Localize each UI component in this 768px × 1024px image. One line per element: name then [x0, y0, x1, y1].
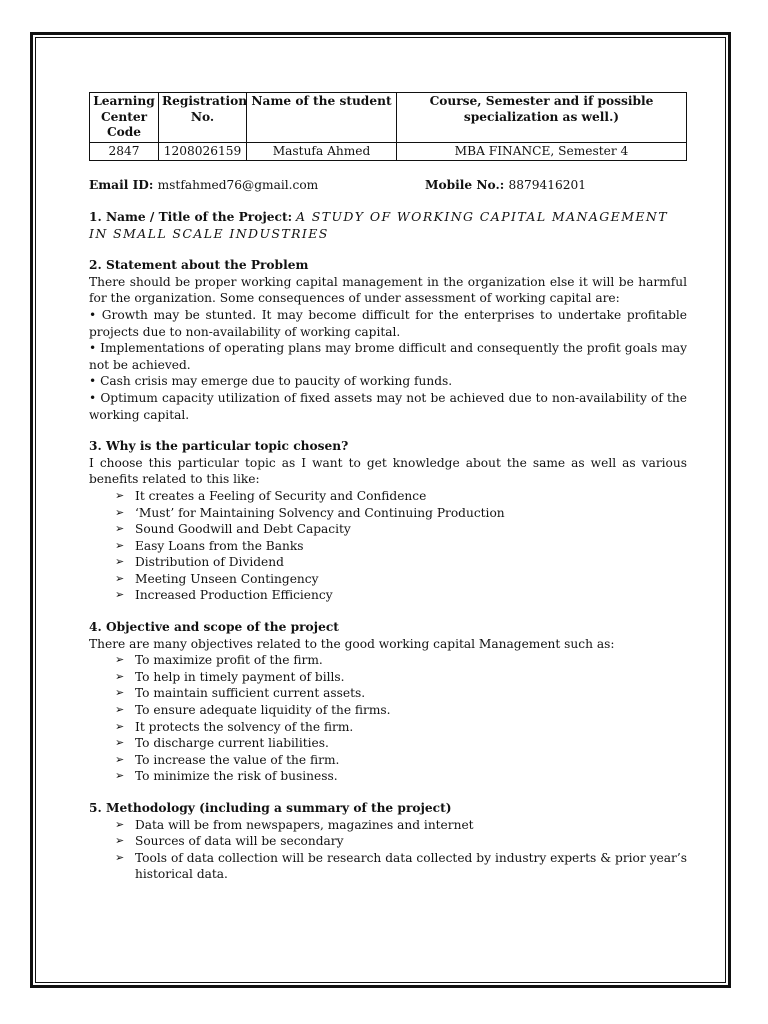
- arrow-bullet-icon: ➢: [115, 571, 125, 585]
- list-item: [115, 538, 687, 555]
- arrow-bullet-icon: ➢: [115, 588, 125, 602]
- list-item-text: Sources of data will be secondary: [135, 834, 344, 849]
- section5-heading: 5. Methodology (including a summary of the project): [89, 801, 452, 815]
- project-title: A STUDY OF WORKING CAPITAL MANAGEMENT IN SMALL SCALE INDUSTRIES: [89, 209, 669, 241]
- list-item: [115, 833, 687, 850]
- arrow-bullet-icon: ➢: [115, 522, 125, 536]
- list-item: • Growth may be stunted. It may become difficult for the enterprises to undertake profitable projects due to non-availability of working capital.: [89, 307, 687, 339]
- list-item: [115, 505, 687, 522]
- list-item: • Cash crisis may emerge due to paucity of working funds.: [89, 374, 453, 389]
- section-methodology: [89, 800, 687, 883]
- arrow-bullet-icon: ➢: [115, 505, 125, 519]
- header-registration-no: Registration No.: [159, 93, 247, 143]
- list-item: [115, 554, 687, 571]
- arrow-bullet-icon: ➢: [115, 669, 125, 683]
- cell-learning-center-code: 2847: [90, 142, 159, 161]
- arrow-bullet-icon: ➢: [115, 752, 125, 766]
- list-item: • Implementations of operating plans may brome difficult and consequently the profit goals may not be achieved.: [89, 341, 687, 372]
- list-item: [115, 719, 687, 736]
- section3-heading: 3. Why is the particular topic chosen?: [89, 439, 349, 454]
- table-row: [90, 142, 687, 161]
- section-objectives: [89, 619, 687, 785]
- list-item: [115, 768, 687, 785]
- email-label: Email ID:: [89, 178, 154, 192]
- contact-row: [89, 177, 687, 194]
- mobile-block: [425, 177, 586, 194]
- list-item: [115, 752, 687, 769]
- email-block: [89, 177, 425, 194]
- section-topic-reason: [89, 438, 687, 604]
- section3-intro: I choose this particular topic as I want to get knowledge about the same as well as various benefits related to this like:: [89, 455, 687, 487]
- list-item-text: Increased Production Efficiency: [135, 588, 333, 603]
- list-item-text: To ensure adequate liquidity of the firms.: [135, 703, 391, 718]
- student-info-table: [89, 92, 687, 161]
- list-item-text: To increase the value of the firm.: [135, 752, 340, 767]
- list-item-text: To discharge current liabilities.: [135, 736, 329, 751]
- cell-registration-no: 1208026159: [159, 142, 247, 161]
- list-item-text: To maximize profit of the firm.: [135, 653, 323, 668]
- document-body: [89, 92, 687, 883]
- arrow-bullet-icon: ➢: [115, 834, 125, 848]
- list-item-text: Meeting Unseen Contingency: [135, 571, 319, 586]
- list-item-text: It creates a Feeling of Security and Confidence: [135, 488, 427, 503]
- list-item: [115, 652, 687, 669]
- list-item: [115, 702, 687, 719]
- objectives-list: [89, 652, 687, 785]
- list-item: [115, 571, 687, 588]
- arrow-bullet-icon: ➢: [115, 686, 125, 700]
- list-item: [115, 850, 687, 883]
- list-item-text: Distribution of Dividend: [135, 555, 284, 570]
- header-student-name: Name of the student: [247, 93, 397, 143]
- list-item: [115, 817, 687, 834]
- list-item-text: Sound Goodwill and Debt Capacity: [135, 522, 351, 537]
- list-item: [115, 587, 687, 604]
- mobile-value: 8879416201: [508, 178, 586, 192]
- list-item: • Optimum capacity utilization of fixed assets may not be achieved due to non-availability of the working capital.: [89, 390, 687, 422]
- header-course-semester: Course, Semester and if possible specialization as well.): [397, 93, 687, 143]
- section-project-title: [89, 209, 687, 242]
- list-item: [115, 521, 687, 538]
- list-item: [115, 669, 687, 686]
- list-item-text: To maintain sufficient current assets.: [135, 686, 366, 701]
- arrow-bullet-icon: ➢: [115, 488, 125, 502]
- list-item: [115, 685, 687, 702]
- header-learning-center-code: Learning Center Code: [90, 93, 159, 143]
- list-item: [115, 488, 687, 505]
- list-item: [115, 735, 687, 752]
- arrow-bullet-icon: ➢: [115, 850, 125, 864]
- list-item-text: It protects the solvency of the firm.: [135, 719, 354, 734]
- email-value: mstfahmed76@gmail.com: [157, 178, 319, 192]
- section4-intro: There are many objectives related to the good working capital Management such as:: [89, 636, 615, 651]
- arrow-bullet-icon: ➢: [115, 703, 125, 717]
- arrow-bullet-icon: ➢: [115, 653, 125, 667]
- list-item-text: Easy Loans from the Banks: [135, 538, 304, 553]
- methodology-list: [89, 817, 687, 883]
- section4-heading: 4. Objective and scope of the project: [89, 620, 339, 635]
- list-item-text: Tools of data collection will be research data collected by industry experts & prior year’s historical data.: [135, 850, 687, 882]
- section1-heading: 1. Name / Title of the Project:: [89, 210, 293, 224]
- cell-student-name: Mastufa Ahmed: [247, 142, 397, 161]
- section-problem-statement: [89, 257, 687, 423]
- arrow-bullet-icon: ➢: [115, 555, 125, 569]
- arrow-bullet-icon: ➢: [115, 719, 125, 733]
- arrow-bullet-icon: ➢: [115, 538, 125, 552]
- arrow-bullet-icon: ➢: [115, 817, 125, 831]
- arrow-bullet-icon: ➢: [115, 736, 125, 750]
- mobile-label: Mobile No.:: [425, 178, 505, 192]
- list-item-text: To help in timely payment of bills.: [135, 669, 345, 684]
- table-header-row: [90, 93, 687, 143]
- list-item-text: ‘Must’ for Maintaining Solvency and Continuing Production: [135, 505, 505, 520]
- list-item-text: Data will be from newspapers, magazines and internet: [135, 817, 474, 832]
- arrow-bullet-icon: ➢: [115, 769, 125, 783]
- cell-course-semester: MBA FINANCE, Semester 4: [397, 142, 687, 161]
- section2-intro: There should be proper working capital management in the organization else it will be harmful for the organization. Some consequences of under assessment of working capital are:: [89, 274, 687, 306]
- section2-heading: 2. Statement about the Problem: [89, 258, 309, 273]
- list-item-text: To minimize the risk of business.: [135, 769, 338, 784]
- benefits-list: [89, 488, 687, 604]
